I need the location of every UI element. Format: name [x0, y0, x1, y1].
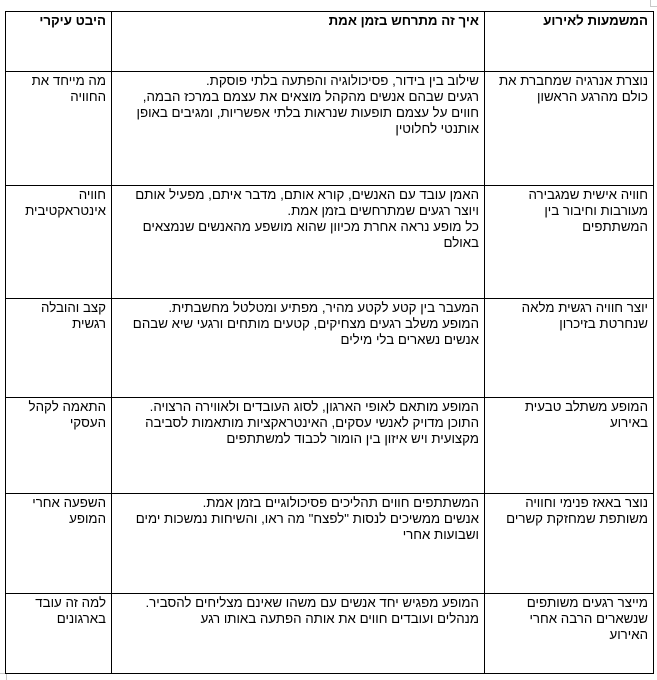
cell-meaning: המופע משתלב טבעית באירוע — [485, 398, 654, 494]
cell-aspect: קצב והובלה רגשית — [6, 299, 112, 398]
page-corner-mark — [0, 673, 7, 680]
cell-meaning: נוצר באאז פנימי וחוויה משותפת שמחזקת קשרים — [485, 494, 654, 594]
cell-how-line: האמן עובד עם האנשים, קורא אותם, מדבר איתם, מפעיל אותם ויוצר רגעים שמתרחשים בזמן אמת. — [135, 187, 479, 218]
cell-how-line: המופע משלב רגעים מצחיקים, קטעים מותחים ורגעי שיא שבהם אנשים נשארים בלי מילים — [132, 316, 479, 347]
cell-how — [112, 186, 485, 299]
cell-how-line: מנהלים ועובדים חווים את אותה הפתעה באותו רגע — [200, 611, 479, 626]
cell-how-line: המופע מותאם לאופי הארגון, לסוג העובדים ולאווירה הרצויה. — [149, 399, 479, 414]
cell-meaning: מייצר רגעים משותפים שנשארים הרבה אחרי האירוע — [485, 594, 654, 674]
cell-aspect: התאמה לקהל העסקי — [6, 398, 112, 494]
cell-how-line: המופע מפגיש יחד אנשים עם משהו שאינם מצליחים להסביר. — [145, 595, 479, 610]
cell-aspect: חוויה אינטראקטיבית — [6, 186, 112, 299]
table-row — [6, 398, 654, 494]
cell-aspect: מה מייחד את החוויה — [6, 72, 112, 186]
cell-how-line: כל מופע נראה אחרת מכיוון שהוא מושפע מהאנשים שנמצאים באולם — [142, 219, 479, 250]
cell-how-line: אנשים ממשיכים לנסות "לפצח" מה ראו, והשיחות נמשכות ימים ושבועות אחרי — [135, 511, 479, 542]
cell-aspect: השפעה אחרי המופע — [6, 494, 112, 594]
table-row — [6, 494, 654, 594]
table-header-row — [6, 12, 654, 72]
table-row — [6, 186, 654, 299]
header-aspect: היבט עיקרי — [6, 12, 112, 72]
header-meaning: המשמעות לאירוע — [485, 12, 654, 72]
table-row — [6, 594, 654, 674]
cell-meaning: חוויה אישית שמגבירה מעורבות וחיבור בין המשתתפים — [485, 186, 654, 299]
header-how: איך זה מתרחש בזמן אמת — [112, 12, 485, 72]
cell-how — [112, 594, 485, 674]
table-row — [6, 72, 654, 186]
cell-how-line: המעבר בין קטע לקטע מהיר, מפתיע ומטלטל מחשבתית. — [168, 300, 479, 315]
cell-meaning: יוצר חוויה רגשית מלאה שנחרטת בזיכרון — [485, 299, 654, 398]
cell-meaning: נוצרת אנרגיה שמחברת את כולם מהרגע הראשון — [485, 72, 654, 186]
cell-how — [112, 398, 485, 494]
comparison-table — [5, 11, 654, 674]
cell-how — [112, 494, 485, 594]
table-row — [6, 299, 654, 398]
cell-how — [112, 299, 485, 398]
cell-how — [112, 72, 485, 186]
cell-how-line: המשתתפים חווים תהליכים פסיכולוגיים בזמן אמת. — [202, 495, 479, 510]
cell-how-line: רגעים שבהם אנשים מהקהל מוצאים את עצמם במרכז הבמה, חווים על עצמם תופעות שנראות בלתי אפשריות, ומגיבים באופן אותנטי לחלוטין — [136, 89, 479, 136]
page-corner-mark — [650, 0, 657, 7]
cell-how-line: שילוב בין בידור, פסיכולוגיה והפתעה בלתי פוסקת. — [205, 73, 479, 88]
cell-how-line: התוכן מדויק לאנשי עסקים, האינטראקציות מותאמות לסביבה מקצועית ויש איזון בין הומור לכבוד למשתתפים — [145, 415, 479, 446]
cell-aspect: למה זה עובד בארגונים — [6, 594, 112, 674]
